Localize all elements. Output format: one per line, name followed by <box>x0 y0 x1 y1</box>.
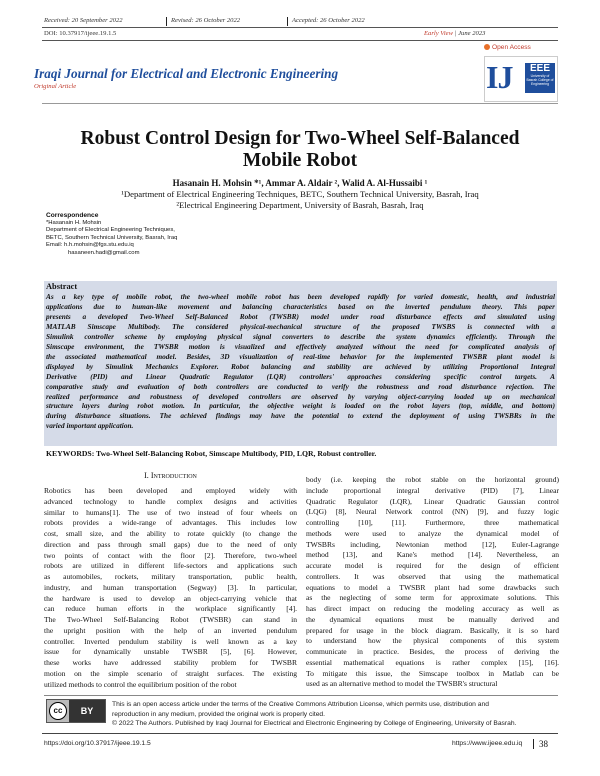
body-text-line: accurate model is required for the design of efficient <box>306 561 559 570</box>
affiliation-1: ¹Department of Electrical Engineering Techniques, BETC, Southern Technical University, Basrah, Iraq <box>121 189 479 199</box>
body-text-line: body (i.e. keeping the robot stable on the horizontal ground) <box>306 475 559 484</box>
abstract-line: applications due to human-like movement and balancing characteristics based on the inverted pendulum theory. This paper <box>46 301 555 311</box>
footer-divider <box>533 739 534 749</box>
body-text-line: robots are utilized in different life-sectors and applications such <box>44 561 297 571</box>
email-primary[interactable]: Email: h.h.mohsin@fgs.stu.edu.iq <box>46 242 134 249</box>
article-type: Original Article <box>34 83 77 90</box>
abstract-line: presents a developed Two-Wheel Self-Balanced Robot (TWSBR) model under road disturbance effects and simulated using <box>46 311 555 321</box>
body-text-line: as the neglecting of some term for approximate solutions. This <box>306 593 559 603</box>
abstract-line: Simulink controller scheme by employing physical signal converters to describe the system dynamics efficiently. Through the <box>46 331 555 341</box>
footer-rule <box>42 733 558 734</box>
abstract-line: MATLAB Simscape Multibody. The considered physical-mechanical structure of the proposed TWSBS is connected with a <box>46 321 555 331</box>
keywords: KEYWORDS: Two-Wheel Self-Balancing Robot, Simscape Multibody, PID, LQR, Robust controller. <box>46 449 377 458</box>
body-text-line: Quadratic Regulator (LQR), Linear Quadratic Gaussian control <box>306 496 559 506</box>
section-heading: I. Introduction <box>144 471 197 480</box>
body-text-line: has direct impact on reducing the modeling accuracy as well as <box>306 604 559 613</box>
body-text-line: Robotics has been developed and employed widely with <box>44 486 297 495</box>
body-text-line: as automobiles, rockets, military transportation, public health, <box>44 572 297 581</box>
footer-doi-link[interactable]: https://doi.org/10.37917/ijeee.19.1.5 <box>44 740 151 747</box>
header-divider <box>166 17 167 26</box>
body-text-line: industry, and human transportation (Segway) [3]. In particular, <box>44 582 297 592</box>
body-text-line: can reduce human efforts in the workplace significantly [4]. <box>44 604 297 614</box>
abstract-line: comparative study and evaluation of both controllers are conducted to verify the robustness and road disturbance rejection. The <box>46 381 555 391</box>
body-text-line: the hardware is used to develop an object-carrying vehicle that <box>44 593 297 603</box>
body-text-line: the upright position with the help of an inverted pendulum <box>44 625 297 635</box>
header-divider <box>287 17 288 26</box>
doi-label: DOI: 10.37917/ijeee.19.1.5 <box>44 30 117 37</box>
body-text-line: issue for dynamically unstable TWSBR [5], [6]. However, <box>44 647 297 657</box>
logo-eee-box: EEE University of Basrah College of Engineering <box>525 63 555 93</box>
left-column <box>44 486 297 690</box>
body-text-line: (LQG) [8], Neural Network control (NN) [9], and fuzzy logic <box>306 507 559 517</box>
body-text-line: controllers. It was observed that using the mathematical <box>306 571 559 581</box>
body-text-line: robots provides a wide-range of advantages. This includes low <box>44 518 297 528</box>
abstract-line: Simscape environment, the TWSBR motion is visualized and effectively analyzed without the need for complicated analysis of <box>46 341 555 351</box>
logo-ij: IJ <box>486 59 513 95</box>
journal-rule <box>42 103 558 104</box>
body-text-line: utilized methods to control the equilibrium position of the robot <box>44 679 237 689</box>
cc-license-badge[interactable] <box>46 699 106 723</box>
body-text-line: the dynamical equations must be manually derived and <box>306 614 559 624</box>
accepted-date: Accepted: 26 October 2022 <box>292 17 365 24</box>
body-text-line: direction and pass through small gaps) due to the need of only <box>44 539 297 549</box>
body-text-line: method [13], and Kane's method [14]. Nevertheless, an <box>306 550 559 560</box>
body-text-line: include proportional integral derivative (PID) [7], Linear <box>306 485 559 495</box>
page-number: 38 <box>539 739 548 749</box>
body-text-line: used as an alternative method to model the TWSBR's structural <box>306 679 498 689</box>
body-text-line: communicate in practice. Besides, the process of deriving the <box>306 647 559 656</box>
journal-name: Iraqi Journal for Electrical and Electronic Engineering <box>34 66 339 81</box>
license-rule <box>44 695 558 696</box>
abstract-text <box>46 292 555 431</box>
body-text-line: To mitigate this issue, the Simscape toolbox in Matlab can be <box>306 668 559 678</box>
body-text-line: two points of contact with the floor [2]. Therefore, two-wheel <box>44 550 297 560</box>
email-secondary[interactable]: hasaneen.hadi@gmail.com <box>68 249 140 256</box>
body-text-line: prepared for usage in the block diagram. Basically, it is so hard <box>306 625 559 635</box>
body-text-line: equations to model a TWSBR plant had some drawbacks such <box>306 582 559 592</box>
affiliation-2: ²Electrical Engineering Department, University of Basrah, Basrah, Iraq <box>176 200 424 210</box>
body-text-line: methods were used to analyze the dynamical model of <box>306 528 559 538</box>
body-text-line: controlling [10], [11]. Furthermore, three mathematical <box>306 518 559 527</box>
correspondence-block: Correspondence *Hasanain H. Mohsin Department of Electrical Engineering Techniques, BETC, Southern Technical University, Basrah, Iraq Email: h.h.mohsin@fgs.stu.edu.iq hasaneen.hadi@gmail.com <box>46 212 178 256</box>
abstract-heading: Abstract <box>46 282 78 291</box>
abstract-line: realized performance and robustness of developed controllers are observed by varying object-carrying loaded up on mechanical <box>46 391 555 401</box>
body-text-line: The Two-Wheel Self-Balancing Robot (TWSBR) can stand in <box>44 615 297 624</box>
body-text-line: essential mathematical equations is rather complex [15], [16]. <box>306 657 559 667</box>
footer-site-link[interactable]: https://www.ijeee.edu.iq <box>452 740 523 747</box>
body-text-line: controller. Inverted pendulum stability is well known as a key <box>44 636 297 646</box>
body-text-line: these works have addressed stability problem for TWSBR <box>44 658 297 667</box>
body-text-line: cost, small size, and the ability to rotate quickly (to change the <box>44 529 297 538</box>
issue-info: Early View | June 2023 <box>424 30 486 37</box>
received-date: Received: 20 September 2022 <box>44 17 123 24</box>
abstract-line: varied important application. <box>46 421 134 431</box>
header-rule <box>42 27 558 28</box>
body-text-line: motion on the simple scenario of straight surfaces. The existing <box>44 668 297 678</box>
early-view-link[interactable]: Early View <box>424 30 453 37</box>
body-text-line: advanced technology to handle complex designs and activities <box>44 496 297 506</box>
open-access-badge[interactable]: Open Access <box>484 44 531 51</box>
abstract-line: Derivative (PID) and Linear Quadratic Regulator (LQR) controllers' approaches considering specific control targets. A <box>46 371 555 381</box>
body-text-line: similar to humans[1]. The use of two instead of four wheels on <box>44 507 297 517</box>
paper-authors: Hasanain H. Mohsin *¹, Ammar A. Aldair ², Walid A. Al-Hussaibi ¹ <box>172 178 428 188</box>
by-icon: BY <box>69 700 105 722</box>
open-lock-icon <box>484 44 490 50</box>
body-text-line: TWSBRs including, Newtonian method [12], Euler-Lagrange <box>306 539 559 549</box>
revised-date: Revised: 26 October 2022 <box>171 17 241 24</box>
abstract-line: the associated mathematical model. Besides, 3D visualization of real-time behavior for the implemented TWSBR plant model is <box>46 351 555 361</box>
abstract-line: As a key type of mobile robot, the two-wheel mobile robot has been developed rapidly for varied domestic, health, and industrial <box>46 292 555 301</box>
right-column <box>306 475 559 690</box>
journal-logo <box>484 56 558 102</box>
header-rule <box>42 40 558 41</box>
abstract-line: during disturbance situations. The achieved findings may have the potential to extend the deployment of using TWSBRs in the <box>46 411 555 421</box>
license-text: This is an open access article under the terms of the Creative Commons Attribution License, which permits use, distribution and reproduction in any medium, provided the original work is properly cited. © 2022 The Authors. Published by Iraqi Journal for Electrical and Electronic Engineering by College of Engineering, University of Basrah. <box>112 701 517 727</box>
abstract-line: displayed by Simulink Mechanics Explorer. Robot balancing and stability are achieved by utilizing Proportional Integral <box>46 361 555 371</box>
paper-title: Robust Control Design for Two-Wheel Self-Balanced Mobile Robot <box>80 128 520 171</box>
abstract-line: structure layers during robot motion. In particular, the objective weight is loaded on the robot layers (top, middle, and bottom) <box>46 401 555 411</box>
body-text-line: to understand how the physical components of this system <box>306 636 559 646</box>
cc-icon: cc <box>47 700 69 722</box>
